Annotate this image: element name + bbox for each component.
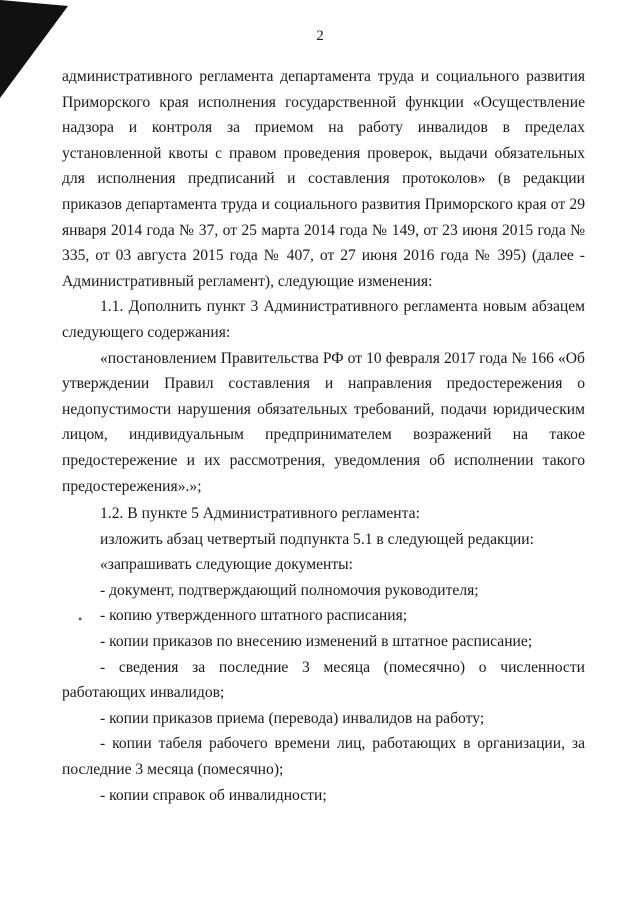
list-item: - копии приказов по внесению изменений в штатное расписание; <box>100 633 533 651</box>
list-item: - копию утвержденного штатного расписания; <box>100 607 408 625</box>
document-body <box>62 64 585 808</box>
paragraph-quote: «постановлением Правительства РФ от 10 февраля 2017 года № 166 «Об утверждении Правил составления и направления предостережения о недопустимости нарушения обязательных требований, подачи юридическим лицом, индивидуальным предпринимателем возражений на такое предостережение и их рассмотрения, уведомления об исполнении такого предостережения».»; <box>62 349 585 495</box>
scan-artifact-dot: • <box>78 612 83 626</box>
paragraph-request: «запрашивать следующие документы: <box>100 556 353 574</box>
list-item: - копии справок об инвалидности; <box>100 786 327 804</box>
list-item: - документ, подтверждающий полномочия руководителя; <box>100 581 479 599</box>
paragraph-1-2: 1.2. В пункте 5 Административного регламента: <box>100 505 420 523</box>
list-item: - копии табеля рабочего времени лиц, работающих в организации, за последние 3 месяца (помесячно); <box>62 735 585 779</box>
page-number: 2 <box>316 28 324 44</box>
list-item: - копии приказов приема (перевода) инвалидов на работу; <box>100 709 485 727</box>
paragraph-sub-5-1: изложить абзац четвертый подпункта 5.1 в следующей редакции: <box>100 530 534 548</box>
scan-corner-mark <box>0 0 70 100</box>
list-item: - сведения за последние 3 месяца (помесячно) о численности работающих инвалидов; <box>62 658 585 702</box>
paragraph-intro: административного регламента департамента труда и социального развития Приморского края исполнения государственной функции «Осуществление надзора и контроля за приемом на работу инвалидов в пределах установленной квоты с правом проведения проверок, выдачи обязательных для исполнения предписаний и составления протоколов» (в редакции приказов департамента труда и социального развития Приморского края от 29 января 2014 года № 37, от 25 марта 2014 года № 149, от 23 июня 2015 года № 335, от 03 августа 2015 года № 407, от 27 июня 2016 года № 395) (далее - Административный регламент), следующие изменения: <box>62 68 585 290</box>
paragraph-1-1: 1.1. Дополнить пункт 3 Административного регламента новым абзацем следующего содержания: <box>62 298 585 341</box>
